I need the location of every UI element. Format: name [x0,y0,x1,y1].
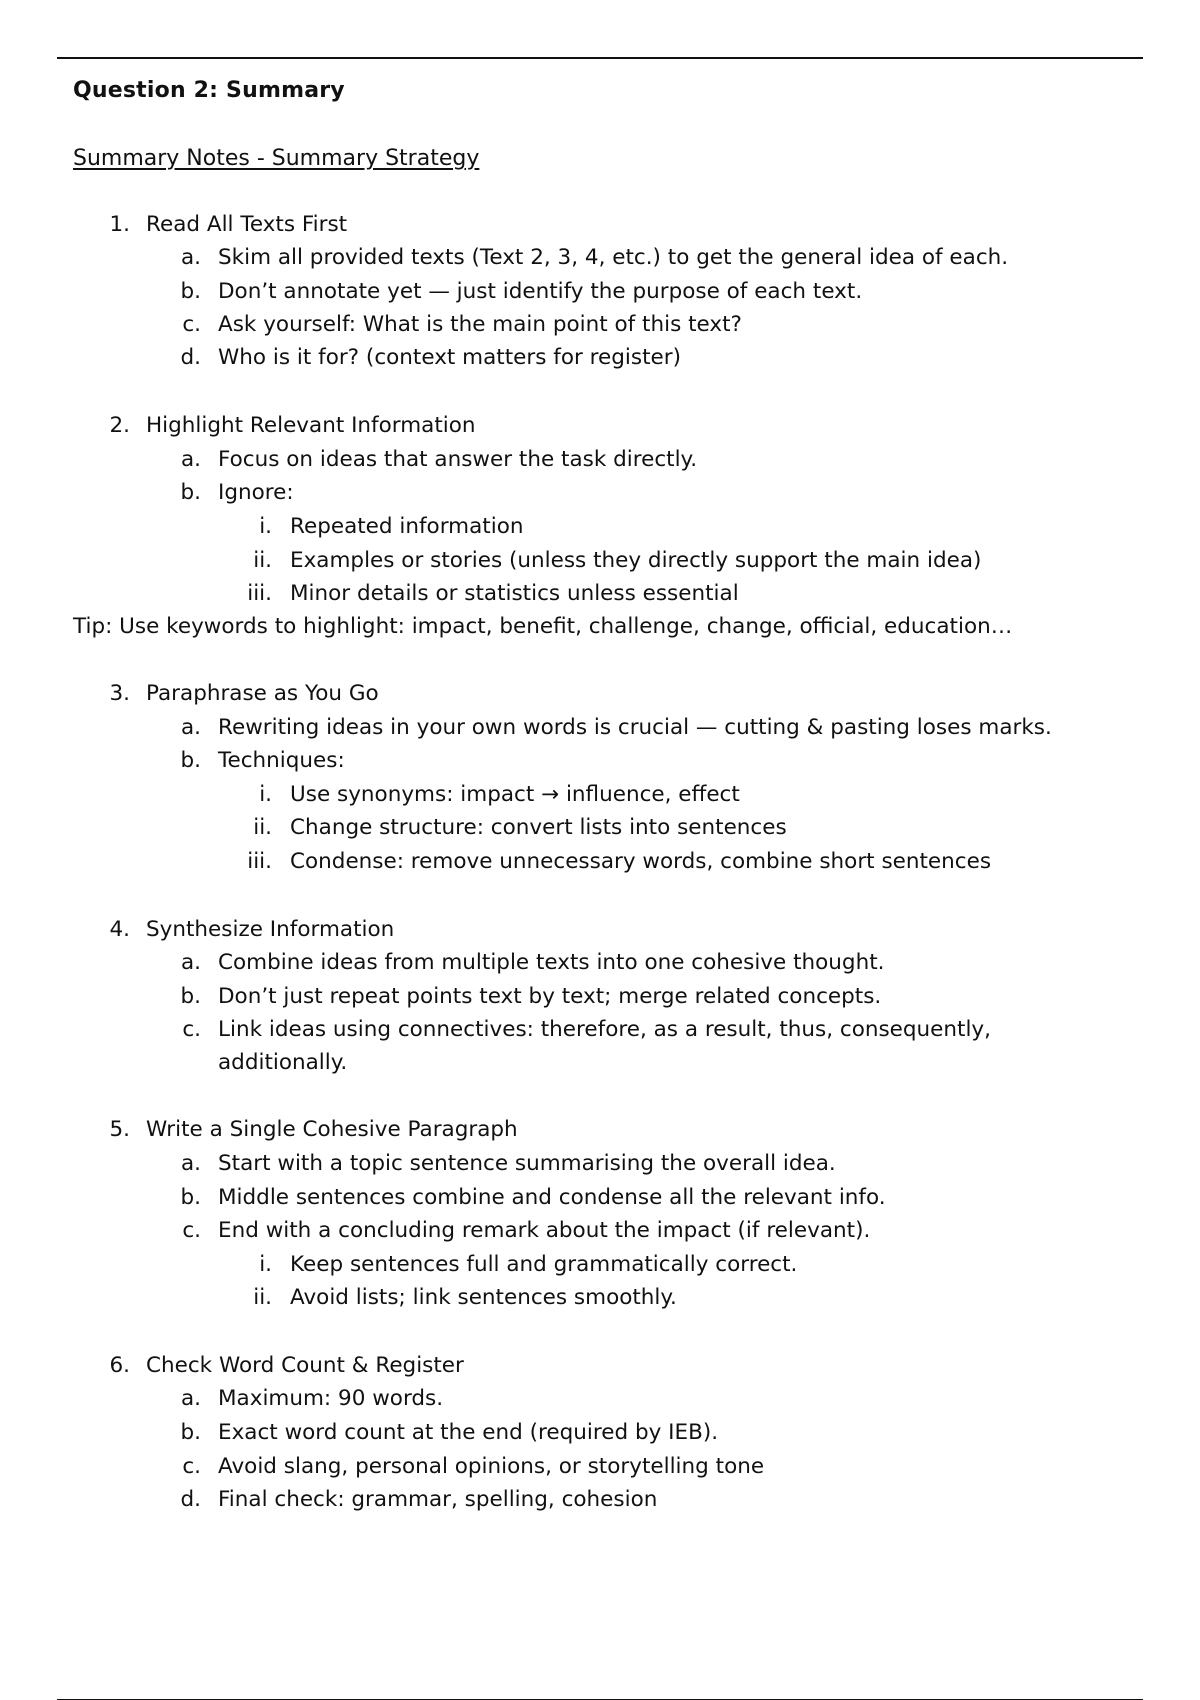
section-number: 5. [109,1117,130,1142]
page-title: Question 2: Summary [73,78,345,103]
subitem-marker: i. [259,782,272,807]
section-number: 4. [109,917,130,942]
section-number: 2. [109,413,130,438]
item-marker: d. [180,345,201,370]
section-number: 3. [109,681,130,706]
list-item: Middle sentences combine and condense all the relevant info. [218,1185,886,1210]
subitem-marker: iii. [247,581,272,606]
item-marker: c. [182,1218,201,1243]
list-item: Start with a topic sentence summarising the overall idea. [218,1151,836,1176]
list-item: Combine ideas from multiple texts into one cohesive thought. [218,950,885,975]
top-rule [57,57,1143,59]
item-marker: b. [180,984,201,1009]
item-marker: c. [182,312,201,337]
item-marker: b. [180,480,201,505]
list-item: Skim all provided texts (Text 2, 3, 4, etc.) to get the general idea of each. [218,245,1009,270]
subitem-marker: iii. [247,849,272,874]
sub-list-item: Condense: remove unnecessary words, combine short sentences [290,849,992,874]
item-marker: c. [182,1454,201,1479]
section-heading: Highlight Relevant Information [146,413,476,438]
sub-list-item: Minor details or statistics unless essential [290,581,739,606]
list-item: Rewriting ideas in your own words is crucial — cutting & pasting loses marks. [218,715,1052,740]
item-marker: a. [180,245,201,270]
item-marker: c. [182,1017,201,1042]
subitem-marker: i. [259,514,272,539]
item-marker: b. [180,1185,201,1210]
subitem-marker: ii. [253,1285,272,1310]
list-item: Link ideas using connectives: therefore, as a result, thus, consequently, [218,1017,991,1042]
page-subtitle: Summary Notes - Summary Strategy [73,146,480,171]
sub-list-item: Examples or stories (unless they directly support the main idea) [290,548,982,573]
section-heading: Synthesize Information [146,917,395,942]
sub-list-item: Avoid lists; link sentences smoothly. [290,1285,677,1310]
subitem-marker: i. [259,1252,272,1277]
item-marker: a. [180,1386,201,1411]
list-item: Avoid slang, personal opinions, or storytelling tone [218,1454,765,1479]
item-marker: a. [180,715,201,740]
tip-text: Tip: Use keywords to highlight: impact, benefit, challenge, change, official, education… [73,614,1013,639]
list-item: Ignore: [218,480,294,505]
sub-list-item: Change structure: convert lists into sentences [290,815,787,840]
sub-list-item: Keep sentences full and grammatically correct. [290,1252,798,1277]
subitem-marker: ii. [253,815,272,840]
item-marker: d. [180,1487,201,1512]
item-marker: a. [180,1151,201,1176]
sub-list-item: Use synonyms: impact → influence, effect [290,782,740,807]
item-marker: b. [180,748,201,773]
section-heading: Check Word Count & Register [146,1353,464,1378]
section-heading: Read All Texts First [146,212,348,237]
section-heading: Write a Single Cohesive Paragraph [146,1117,518,1142]
list-item: Who is it for? (context matters for register) [218,345,681,370]
list-item: End with a concluding remark about the impact (if relevant). [218,1218,871,1243]
list-item: Techniques: [218,748,345,773]
section-number: 1. [109,212,130,237]
item-marker: b. [180,1420,201,1445]
item-marker: b. [180,279,201,304]
item-marker: a. [180,950,201,975]
list-item: Exact word count at the end (required by IEB). [218,1420,719,1445]
list-item: Maximum: 90 words. [218,1386,444,1411]
sub-list-item: Repeated information [290,514,524,539]
list-item: Final check: grammar, spelling, cohesion [218,1487,658,1512]
list-item: Ask yourself: What is the main point of this text? [218,312,742,337]
list-item: Don’t annotate yet — just identify the purpose of each text. [218,279,863,304]
section-heading: Paraphrase as You Go [146,681,379,706]
list-item-continuation: additionally. [218,1050,348,1075]
section-number: 6. [109,1353,130,1378]
item-marker: a. [180,447,201,472]
subitem-marker: ii. [253,548,272,573]
list-item: Focus on ideas that answer the task directly. [218,447,698,472]
list-item: Don’t just repeat points text by text; merge related concepts. [218,984,882,1009]
